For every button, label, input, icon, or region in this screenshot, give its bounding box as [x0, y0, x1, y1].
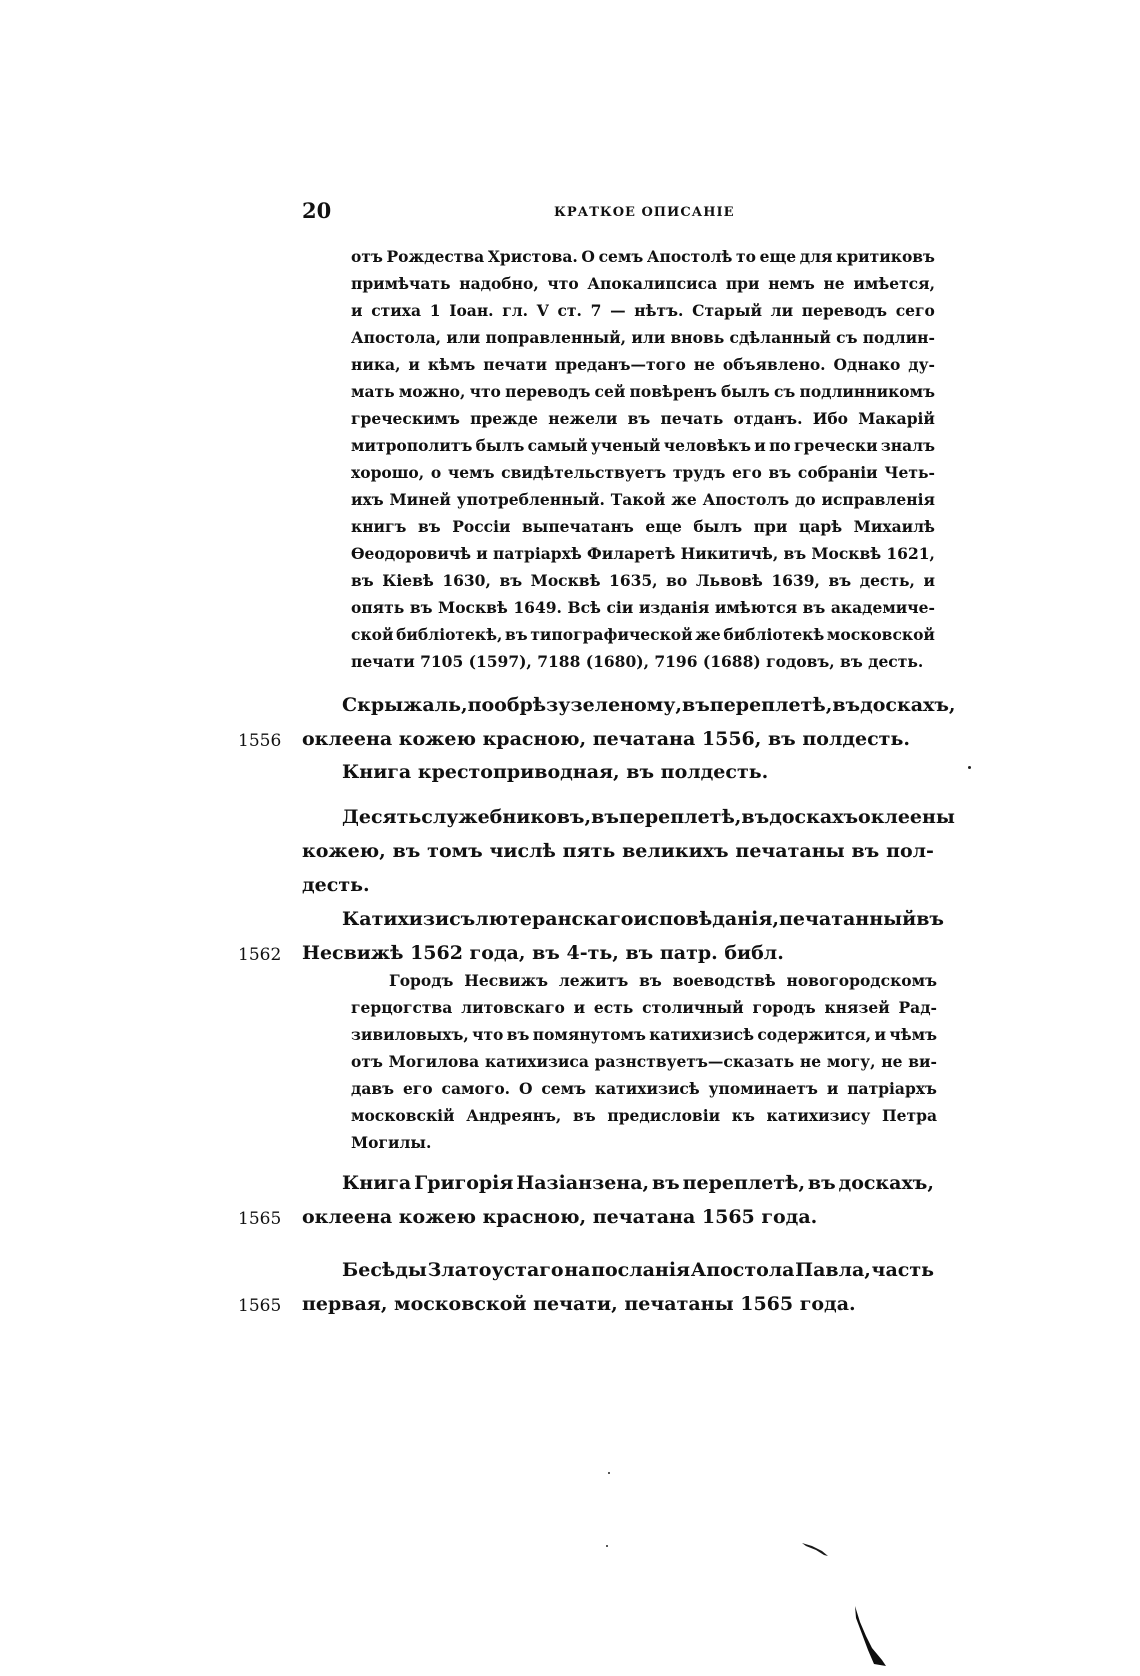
entry-line-text: Книга крестоприводная, въ полдесть.	[342, 761, 769, 783]
note-line	[351, 994, 937, 1021]
running-title: КРАТКОЕ ОПИСАНІЕ	[554, 205, 735, 220]
continuation-paragraph	[351, 243, 935, 675]
note-line-text: зивиловыхъ, что въ помянутомъ катихизисѣ содержится, и чѣмъ	[351, 1025, 937, 1044]
note-line-text: давъ его самого. О семъ катихизисѣ упоминаетъ и патріархъ	[351, 1079, 937, 1098]
note-line-text: герцогства литовскаго и есть столичный городъ князей Рад-	[351, 998, 937, 1017]
entry-line-text: оклеена кожею красною, печатана 1556, въ полдесть.	[302, 728, 910, 750]
catalog-entry	[302, 902, 945, 970]
line-text: ихъ Миней употребленный. Такой же Апостолъ до исправленія	[351, 490, 935, 509]
entry-line-text: десть.	[302, 874, 370, 896]
text-line	[351, 405, 935, 432]
text-line	[351, 378, 935, 405]
text-line	[351, 432, 935, 459]
margin-year: 1562	[238, 945, 282, 965]
margin-year: 1556	[238, 731, 282, 751]
entry-line	[302, 936, 934, 970]
line-text: мать можно, что переводъ сей повѣренъ былъ съ подлинникомъ	[351, 382, 935, 401]
entry-line-text: Несвижѣ 1562 года, въ 4-ть, въ патр. библ.	[302, 942, 784, 964]
line-text: ника, и кѣмъ печати преданъ—того не объявлено. Однако ду-	[351, 355, 935, 374]
entry-line	[302, 1287, 934, 1321]
text-line	[351, 540, 935, 567]
text-line	[351, 351, 935, 378]
text-line	[351, 594, 935, 621]
scan-speck	[606, 1545, 608, 1547]
line-text: греческимъ прежде нежели въ печать отданъ. Ибо Макарій	[351, 409, 935, 428]
scan-speck	[968, 766, 971, 769]
note-line-text: московскій Андреянъ, въ предисловіи къ катихизису Петра	[351, 1106, 937, 1125]
note-line-text: Могилы.	[351, 1133, 432, 1152]
entry-line-text: Книга Григорія Назіанзена, въ переплетѣ, въ доскахъ,	[342, 1172, 934, 1194]
entry-line	[302, 755, 934, 789]
entry-line-text: оклеена кожею красною, печатана 1565 года.	[302, 1206, 818, 1228]
line-text: примѣчать надобно, что Апокалипсиса при немъ не имѣется,	[351, 274, 935, 293]
entry-line	[302, 868, 934, 902]
entry-line	[302, 800, 955, 834]
line-text: отъ Рождества Христова. О семъ Апостолѣ то еще для критиковъ	[351, 247, 935, 266]
line-text: ской библіотекѣ, въ типографической же библіотекѣ московской	[351, 625, 935, 644]
catalog-entry	[302, 800, 955, 902]
note-line	[351, 1075, 937, 1102]
entry-line	[302, 1166, 934, 1200]
note-line	[351, 1048, 937, 1075]
entry-line-text: кожею, въ томъ числѣ пять великихъ печатаны въ пол-	[302, 840, 934, 862]
entry-line	[302, 834, 934, 868]
text-line	[351, 567, 935, 594]
note-line	[351, 1102, 937, 1129]
entry-line	[302, 1253, 934, 1287]
note-line-text: Городъ Несвижъ лежитъ въ воеводствѣ новогородскомъ	[389, 971, 937, 990]
scan-mark	[800, 1540, 840, 1560]
entry-line	[302, 722, 934, 756]
catalog-entry	[302, 1166, 934, 1234]
entry-line	[302, 902, 945, 936]
entry-line	[302, 688, 956, 722]
line-text: хорошо, о чемъ свидѣтельствуетъ трудъ его въ собраніи Четь-	[351, 463, 935, 482]
entry-line-text: Катихизисъ лютеранскаго исповѣданія, печатанный въ	[342, 908, 945, 930]
page-number: 20	[302, 198, 332, 223]
entry-line	[302, 1200, 934, 1234]
margin-year: 1565	[238, 1296, 282, 1316]
note-line	[351, 967, 937, 994]
scan-speck	[608, 1472, 610, 1474]
note-line	[351, 1021, 937, 1048]
catalog-entry	[302, 1253, 934, 1321]
note-line-text: отъ Могилова катихизиса разнствуетъ—сказать не могу, не ви-	[351, 1052, 937, 1071]
entry-line-text: Скрыжаль, по обрѣзу зеленому, въ переплетѣ, въ доскахъ,	[342, 694, 956, 716]
entry-line-text: первая, московской печати, печатаны 1565 года.	[302, 1293, 856, 1315]
text-line	[351, 486, 935, 513]
line-text: Апостола, или поправленный, или вновь сдѣланный съ подлин-	[351, 328, 935, 347]
line-text: опять въ Москвѣ 1649. Всѣ сіи изданія имѣются въ академиче-	[351, 598, 935, 617]
catalog-entry	[302, 755, 934, 789]
line-text: книгъ въ Россіи выпечатанъ еще былъ при царѣ Михаилѣ	[351, 517, 935, 536]
line-text: митрополитъ былъ самый ученый человѣкъ и по гречески зналъ	[351, 436, 935, 455]
text-line	[351, 324, 935, 351]
entry-line-text: Десять служебниковъ, въ переплетѣ, въ доскахъ оклеены	[342, 806, 955, 828]
line-text: печати 7105 (1597), 7188 (1680), 7196 (1688) годовъ, въ десть.	[351, 652, 924, 671]
text-line	[351, 513, 935, 540]
text-line	[351, 459, 935, 486]
text-line	[351, 297, 935, 324]
line-text: Ѳеодоровичѣ и патріархѣ Филаретѣ Никитичѣ, въ Москвѣ 1621,	[351, 544, 935, 563]
footnote-paragraph	[351, 967, 937, 1156]
line-text: въ Кіевѣ 1630, въ Москвѣ 1635, во Львовѣ 1639, въ десть, и	[351, 571, 935, 590]
line-text: и стиха 1 Іоан. гл. V ст. 7 — нѣтъ. Старый ли переводъ сего	[351, 301, 935, 320]
text-line	[351, 621, 935, 648]
text-line	[351, 648, 935, 675]
entry-line-text: Бесѣды Златоустаго на посланія Апостола Павла, часть	[342, 1259, 934, 1281]
scan-mark	[852, 1604, 892, 1668]
text-line	[351, 243, 935, 270]
text-line	[351, 270, 935, 297]
catalog-entry	[302, 688, 956, 756]
note-line	[351, 1129, 937, 1156]
margin-year: 1565	[238, 1209, 282, 1229]
